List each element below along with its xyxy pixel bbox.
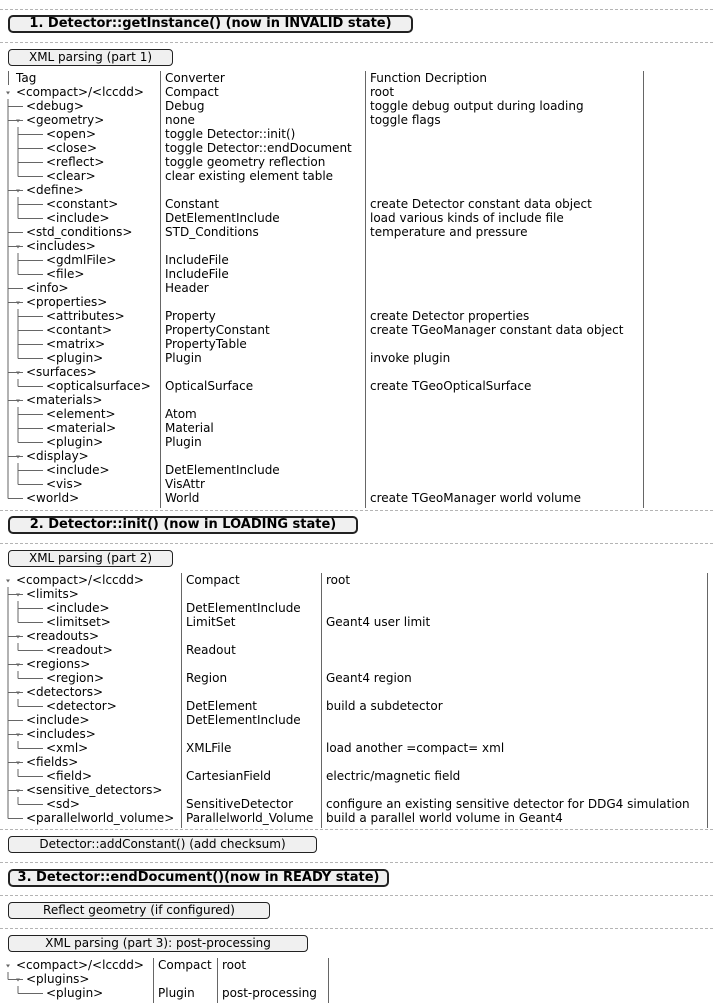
converter-cell: Compact — [186, 573, 240, 587]
converter-cell: Plugin — [158, 986, 195, 1000]
xml-parsing-part2-label: XML parsing (part 2) — [8, 550, 173, 567]
converter-cell: IncludeFile — [165, 253, 229, 267]
function-cell: create Detector constant data object — [370, 197, 592, 211]
tag-cell: <display> — [26, 449, 89, 463]
add-constant-label: Detector::addConstant() (add checksum) — [8, 836, 317, 853]
tag-cell: <sd> — [46, 797, 80, 811]
converter-cell: LimitSet — [186, 615, 236, 629]
tag-cell: <constant> — [46, 197, 119, 211]
xml-parsing-part3-label: XML parsing (part 3): post-processing — [8, 935, 308, 952]
tag-cell: <include> — [46, 211, 110, 225]
function-cell: build a subdetector — [326, 699, 443, 713]
function-cell: root — [222, 958, 247, 972]
converter-cell: XMLFile — [186, 741, 232, 755]
converter-cell: Readout — [186, 643, 236, 657]
function-cell: create TGeoOpticalSurface — [370, 379, 532, 393]
converter-cell: PropertyTable — [165, 337, 247, 351]
converter-cell: IncludeFile — [165, 267, 229, 281]
converter-cell: DetElementInclude — [165, 211, 280, 225]
column-divider — [153, 958, 154, 1003]
tag-cell: <vis> — [46, 477, 83, 491]
converter-cell: VisAttr — [165, 477, 205, 491]
tag-cell: <materials> — [26, 393, 103, 407]
tag-cell: <contant> — [46, 323, 113, 337]
converter-cell: Region — [186, 671, 228, 685]
converter-cell: Debug — [165, 99, 205, 113]
converter-cell: DetElement — [186, 699, 258, 713]
converter-cell: Constant — [165, 197, 219, 211]
converter-cell: none — [165, 113, 195, 127]
section-1-heading: 1. Detector::getInstance() (now in INVALID state) — [8, 15, 413, 33]
function-cell: Geant4 region — [326, 671, 412, 685]
converter-cell: DetElementInclude — [186, 713, 301, 727]
tag-cell: <parallelworld_volume> — [26, 811, 175, 825]
converter-cell: Atom — [165, 407, 197, 421]
tag-cell: <includes> — [26, 727, 96, 741]
function-cell: create Detector properties — [370, 309, 530, 323]
function-cell: toggle flags — [370, 113, 441, 127]
converter-cell: OpticalSurface — [165, 379, 254, 393]
function-cell: create TGeoManager world volume — [370, 491, 581, 505]
expander-icon — [6, 965, 10, 968]
tag-cell: <limitset> — [46, 615, 111, 629]
converter-cell: SensitiveDetector — [186, 797, 294, 811]
converter-cell: PropertyConstant — [165, 323, 270, 337]
tag-cell: <surfaces> — [26, 365, 97, 379]
tag-cell: <regions> — [26, 657, 91, 671]
tag-cell: <detector> — [46, 699, 117, 713]
tag-cell: <compact>/<lccdd> — [16, 85, 144, 99]
function-cell: build a parallel world volume in Geant4 — [326, 811, 563, 825]
function-cell: electric/magnetic field — [326, 769, 461, 783]
tag-cell: <define> — [26, 183, 84, 197]
function-cell: post-processing — [222, 986, 317, 1000]
column-header-tag: Tag — [16, 71, 37, 85]
tag-cell: <matrix> — [46, 337, 106, 351]
tag-cell: <opticalsurface> — [46, 379, 151, 393]
converter-cell: Compact — [158, 958, 212, 972]
tag-cell: <close> — [46, 141, 98, 155]
function-cell: create TGeoManager constant data object — [370, 323, 624, 337]
tag-cell: <fields> — [26, 755, 79, 769]
function-cell: invoke plugin — [370, 351, 451, 365]
tag-cell: <properties> — [26, 295, 108, 309]
tag-cell: <clear> — [46, 169, 96, 183]
column-header-function: Function Decription — [370, 71, 487, 85]
xml-parsing-part1-label: XML parsing (part 1) — [8, 49, 173, 66]
tag-cell: <include> — [46, 601, 110, 615]
converter-cell: Parallelworld_Volume — [186, 811, 314, 825]
converter-cell: toggle Detector::endDocument — [165, 141, 352, 155]
converter-cell: Material — [165, 421, 214, 435]
tag-cell: <geometry> — [26, 113, 105, 127]
converter-cell: CartesianField — [186, 769, 271, 783]
tag-cell: <plugin> — [46, 351, 104, 365]
tag-cell: <world> — [26, 491, 80, 505]
tag-cell: <file> — [46, 267, 85, 281]
tag-cell: <gdmlFile> — [46, 253, 117, 267]
reflect-geometry-label: Reflect geometry (if configured) — [8, 902, 270, 919]
tag-cell: <element> — [46, 407, 116, 421]
tag-cell: <field> — [46, 769, 93, 783]
converter-cell: clear existing element table — [165, 169, 334, 183]
tag-cell: <detectors> — [26, 685, 104, 699]
converter-cell: DetElementInclude — [186, 601, 301, 615]
tag-cell: <sensitive_detectors> — [26, 783, 163, 797]
tag-cell: <compact>/<lccdd> — [16, 958, 144, 972]
column-divider — [328, 958, 329, 1003]
function-cell: load another =compact= xml — [326, 741, 505, 755]
tag-cell: <region> — [46, 671, 105, 685]
converter-cell: Plugin — [165, 351, 202, 365]
tag-cell: <plugin> — [46, 435, 104, 449]
converter-cell: toggle Detector::init() — [165, 127, 296, 141]
function-cell: toggle debug output during loading — [370, 99, 584, 113]
converter-cell: Property — [165, 309, 216, 323]
tag-cell: <plugins> — [26, 972, 90, 986]
converter-cell: Header — [165, 281, 209, 295]
tag-cell: <debug> — [26, 99, 84, 113]
tag-cell: <readout> — [46, 643, 113, 657]
function-cell: configure an existing sensitive detector for DDG4 simulation — [326, 797, 690, 811]
converter-cell: Compact — [165, 85, 219, 99]
converter-cell: Plugin — [165, 435, 202, 449]
function-cell: load various kinds of include file — [370, 211, 564, 225]
tag-cell: <includes> — [26, 239, 96, 253]
function-cell: Geant4 user limit — [326, 615, 431, 629]
function-cell: temperature and pressure — [370, 225, 528, 239]
converter-cell: toggle geometry reflection — [165, 155, 326, 169]
tag-cell: <reflect> — [46, 155, 105, 169]
column-divider — [217, 958, 218, 1003]
tag-cell: <open> — [46, 127, 97, 141]
tag-cell: <std_conditions> — [26, 225, 133, 239]
tag-cell: <include> — [46, 463, 110, 477]
converter-cell: DetElementInclude — [165, 463, 280, 477]
tag-cell: <material> — [46, 421, 117, 435]
tag-cell: <plugin> — [46, 986, 104, 1000]
tag-cell: <info> — [26, 281, 69, 295]
tag-cell: <xml> — [46, 741, 89, 755]
column-header-converter: Converter — [165, 71, 225, 85]
tag-cell: <attributes> — [46, 309, 125, 323]
section-3-heading: 3. Detector::endDocument()(now in READY state) — [8, 869, 389, 887]
function-cell: root — [370, 85, 395, 99]
tag-cell: <readouts> — [26, 629, 100, 643]
converter-cell: STD_Conditions — [165, 225, 259, 239]
tag-cell: <compact>/<lccdd> — [16, 573, 144, 587]
function-cell: root — [326, 573, 351, 587]
tag-cell: <limits> — [26, 587, 79, 601]
converter-cell: World — [165, 491, 200, 505]
section-2-heading: 2. Detector::init() (now in LOADING state) — [8, 516, 358, 534]
tag-cell: <include> — [26, 713, 90, 727]
